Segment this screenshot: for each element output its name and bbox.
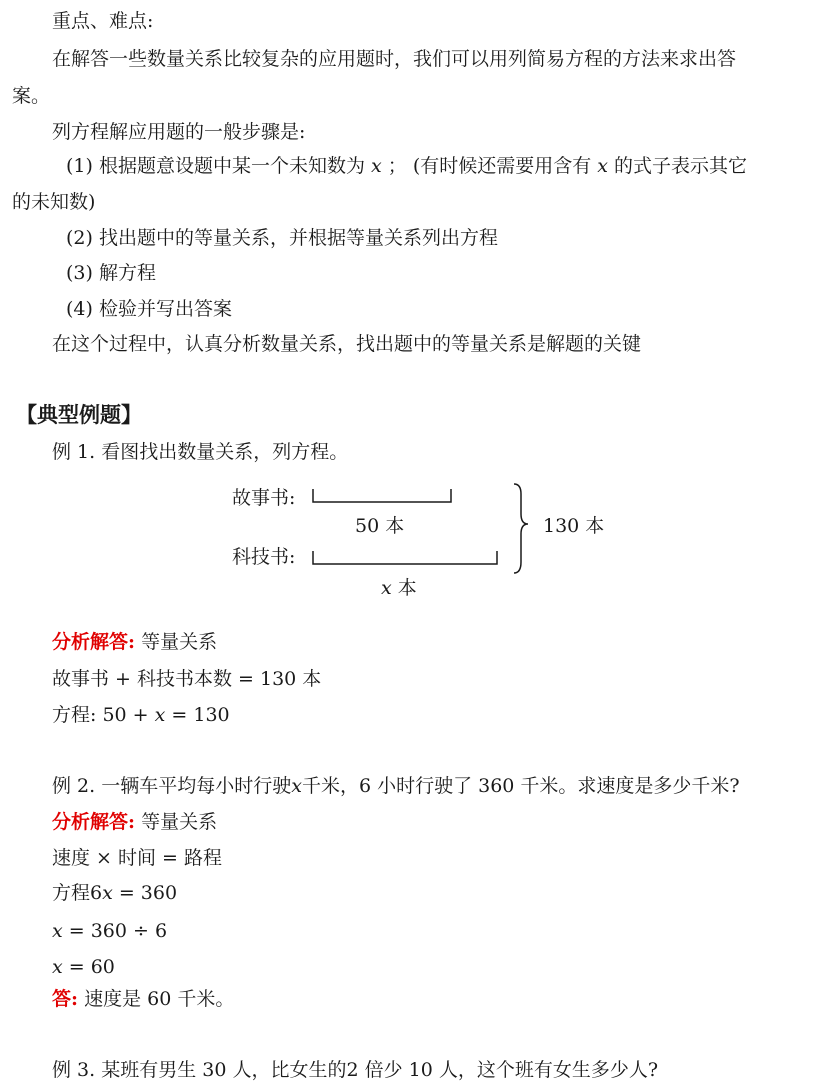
diagram-unit: 本 — [397, 577, 417, 599]
science-books-bar — [313, 551, 497, 564]
step-3: (3) 解方程 — [66, 262, 156, 284]
diagram-total: 130 本 — [543, 515, 605, 537]
example-1-analysis — [52, 630, 830, 654]
example-2-equation-3 — [52, 955, 830, 979]
heading-key-points: 重点、难点: — [52, 10, 154, 32]
example-2-question — [52, 774, 830, 798]
example-1-relation: 故事书 + 科技书本数 = 130 本 — [52, 668, 322, 690]
example-1-question: 例 1. 看图找出数量关系，列方程。 — [52, 441, 349, 463]
answer-label: 答: — [52, 988, 79, 1010]
step-1-continued: 的未知数) — [12, 191, 96, 213]
key-statement: 在这个过程中，认真分析数量关系，找出题中的等量关系是解题的关键 — [52, 333, 642, 355]
diagram-value-storybooks: 50 本 — [355, 515, 405, 537]
analysis-text: 等量关系 — [141, 631, 218, 653]
diagram-label-storybooks: 故事书: — [232, 487, 296, 509]
analysis-label: 分析解答: — [52, 811, 136, 833]
eq2-part-b: = 360 ÷ 6 — [62, 920, 168, 942]
step-2: (2) 找出题中的等量关系，并根据等量关系列出方程 — [66, 227, 498, 249]
eq1-variable: x — [102, 882, 113, 904]
answer-text: 速度是 60 千米。 — [84, 988, 235, 1010]
eq2-variable: x — [52, 920, 63, 942]
eq1-part-a: 方程6 — [52, 882, 103, 904]
step-1-variable: x — [371, 155, 382, 177]
eq1-part-b: = 360 — [112, 882, 178, 904]
example-2-equation-1 — [52, 881, 830, 905]
example-2-equation-2 — [52, 919, 830, 943]
example-2-variable: x — [291, 775, 302, 797]
section-title-typical-examples: 【典型例题】 — [16, 403, 142, 427]
intro-paragraph-line2: 案。 — [12, 85, 51, 107]
storybooks-bar — [313, 489, 451, 502]
example-1-equation — [52, 703, 830, 727]
eq3-part-b: = 60 — [62, 956, 115, 978]
diagram-variable-x: x — [381, 577, 392, 599]
intro-paragraph-line1: 在解答一些数量关系比较复杂的应用题时，我们可以用列简易方程的方法来求出答 — [52, 48, 737, 70]
step-1-text-a: (1) 根据题意设题中某一个未知数为 — [66, 155, 365, 177]
step-1-variable-2: x — [597, 155, 608, 177]
steps-title: 列方程解应用题的一般步骤是: — [52, 121, 306, 143]
example-2-answer — [52, 987, 830, 1011]
equation-variable: x — [154, 704, 166, 726]
example-2-question-b: 千米，6 小时行驶了 360 千米。求速度是多少千米? — [301, 775, 740, 797]
example-3-question: 例 3. 某班有男生 30 人，比女生的2 倍少 10 人，这个班有女生多少人? — [52, 1059, 659, 1081]
example-2-relation: 速度 × 时间 = 路程 — [52, 847, 222, 869]
eq3-variable: x — [52, 956, 63, 978]
step-1-text-b: ； (有时候还需要用含有 — [387, 155, 592, 177]
example-2-question-a: 例 2. 一辆车平均每小时行驶 — [52, 775, 292, 797]
equation-label: 方程: — [52, 704, 97, 726]
equation-part-a: 50 + — [102, 704, 155, 726]
step-4: (4) 检验并写出答案 — [66, 298, 232, 320]
curly-brace — [514, 484, 528, 573]
example-2-analysis — [52, 810, 830, 834]
diagram-label-science-books: 科技书: — [232, 546, 296, 568]
analysis-label: 分析解答: — [52, 631, 136, 653]
step-1-text-c: 的式子表示其它 — [614, 155, 748, 177]
analysis-text: 等量关系 — [141, 811, 218, 833]
equation-part-b: = 130 — [165, 704, 230, 726]
